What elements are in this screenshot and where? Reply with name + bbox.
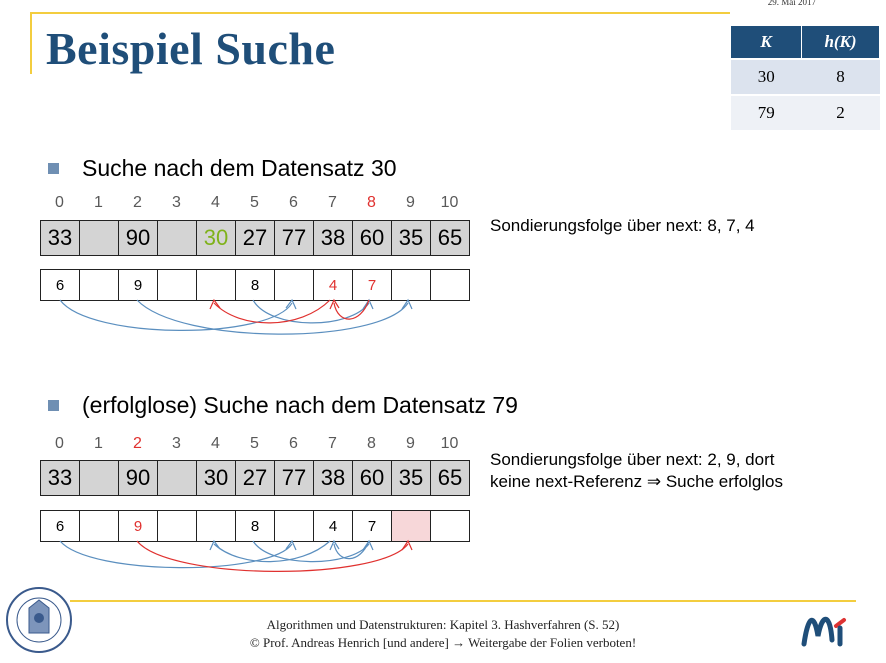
table-cell: 65 xyxy=(430,460,470,496)
table-cell: 77 xyxy=(274,220,314,256)
table-cell: 90 xyxy=(118,460,158,496)
arrow-0-6 xyxy=(60,541,292,568)
table-cell: 2 xyxy=(802,95,880,130)
table-cell: 77 xyxy=(274,460,314,496)
table-cell: 8 xyxy=(802,59,880,95)
index-label: 7 xyxy=(328,194,337,211)
next-cell: 4 xyxy=(313,510,353,542)
next-cell: 8 xyxy=(235,510,275,542)
probe-arrows-2 xyxy=(0,536,480,584)
table-cell: 27 xyxy=(235,460,275,496)
next-cell: 6 xyxy=(40,269,80,301)
table-cell: 38 xyxy=(313,220,353,256)
index-label: 7 xyxy=(328,435,337,452)
table-cell: 60 xyxy=(352,220,392,256)
table-cell xyxy=(79,220,119,256)
index-label: 0 xyxy=(55,194,64,211)
next-cell: 8 xyxy=(235,269,275,301)
table-cell: 60 xyxy=(352,460,392,496)
next-cell: 7 xyxy=(352,269,392,301)
bullet-text-1: Suche nach dem Datensatz 30 xyxy=(82,155,397,181)
arrow-7-4 xyxy=(214,300,330,323)
table-cell: 90 xyxy=(118,220,158,256)
page-title: Beispiel Suche xyxy=(46,23,336,74)
table-cell: 35 xyxy=(391,220,431,256)
table-cell xyxy=(157,460,197,496)
index-label: 1 xyxy=(94,194,103,211)
table-row xyxy=(731,95,880,130)
bullet-square xyxy=(48,400,59,411)
footer-rule xyxy=(70,600,856,602)
footer-line-2: © Prof. Andreas Henrich [und andere] → Weitergabe der Folien verboten! xyxy=(249,635,637,650)
table-header-k: K xyxy=(731,26,802,59)
next-cell: 9 xyxy=(118,510,158,542)
index-label: 10 xyxy=(440,194,459,211)
next-cell: 4 xyxy=(313,269,353,301)
hash-table-row-2 xyxy=(40,460,470,496)
table-cell: 27 xyxy=(235,220,275,256)
index-label: 9 xyxy=(406,435,415,452)
arrow-7-4 xyxy=(214,541,330,562)
index-label: 5 xyxy=(250,435,259,452)
index-row-2 xyxy=(40,435,469,453)
index-label: 5 xyxy=(250,194,259,211)
table-cell: 33 xyxy=(40,460,80,496)
index-label: 2 xyxy=(133,194,142,211)
header-vertical-rule xyxy=(30,12,32,74)
index-label: 6 xyxy=(289,435,298,452)
index-label: 4 xyxy=(211,435,220,452)
bullet-square xyxy=(48,163,59,174)
table-cell: 30 xyxy=(731,59,802,95)
index-label: 6 xyxy=(289,194,298,211)
index-row-1 xyxy=(40,194,469,212)
index-label: 1 xyxy=(94,435,103,452)
key-hash-table xyxy=(731,26,880,130)
date-label: 29. Mai 2017 xyxy=(767,0,816,7)
index-label: 3 xyxy=(172,435,181,452)
header-rule xyxy=(30,12,730,14)
arrow-0-6 xyxy=(60,300,292,330)
probe-arrows-1 xyxy=(0,295,480,340)
table-row xyxy=(731,59,880,95)
index-label: 2 xyxy=(133,435,142,452)
table-cell: 79 xyxy=(731,95,802,130)
index-label: 3 xyxy=(172,194,181,211)
index-label: 4 xyxy=(211,194,220,211)
index-label: 8 xyxy=(367,194,376,211)
next-cell: 6 xyxy=(40,510,80,542)
table-cell: 33 xyxy=(40,220,80,256)
table-cell: 30 xyxy=(196,220,236,256)
bullet-text-2: (erfolglose) Suche nach dem Datensatz 79 xyxy=(82,392,518,418)
index-label: 8 xyxy=(367,435,376,452)
table-cell: 65 xyxy=(430,220,470,256)
table-cell xyxy=(157,220,197,256)
probe-sequence-line-1: Sondierungsfolge über next: 2, 9, dort xyxy=(490,450,775,469)
next-cell: 9 xyxy=(118,269,158,301)
table-cell: 30 xyxy=(196,460,236,496)
footer-line-1: Algorithmen und Datenstrukturen: Kapitel 3. Hashverfahren (S. 52) xyxy=(266,617,620,632)
probe-sequence-line-2: keine next-Referenz ⇒ Suche erfolglos xyxy=(490,472,784,491)
index-label: 10 xyxy=(440,435,459,452)
table-header-hk: h(K) xyxy=(802,26,880,59)
probe-sequence-text-2 xyxy=(490,449,783,493)
index-label: 0 xyxy=(55,435,64,452)
probe-sequence-text-1: Sondierungsfolge über next: 8, 7, 4 xyxy=(490,216,755,235)
hash-table-row-1 xyxy=(40,220,470,256)
index-label: 9 xyxy=(406,194,415,211)
table-cell xyxy=(79,460,119,496)
table-cell: 38 xyxy=(313,460,353,496)
next-cell: 7 xyxy=(352,510,392,542)
table-cell: 35 xyxy=(391,460,431,496)
